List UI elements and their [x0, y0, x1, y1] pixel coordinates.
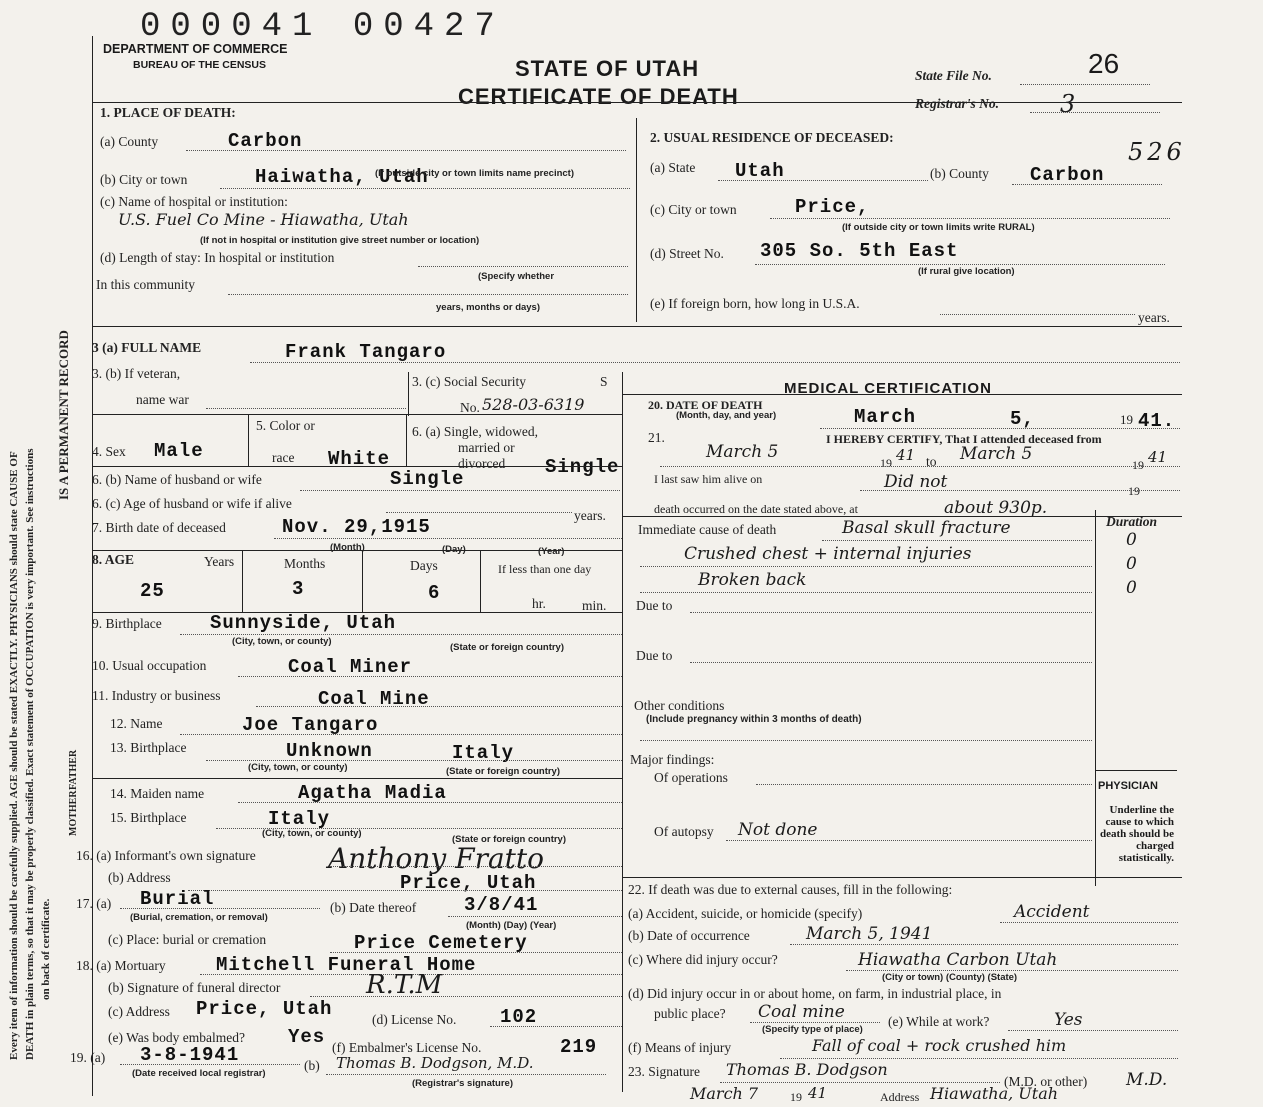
res-city-label: (c) City or town: [650, 202, 737, 217]
informant-signature: Anthony Fratto: [328, 842, 545, 875]
license-label: (d) License No.: [372, 1012, 457, 1027]
occupation: Coal Miner: [288, 656, 413, 678]
age-years-col: Years: [204, 554, 235, 569]
signature-label: 23. Signature: [628, 1064, 700, 1079]
attended-to-year: 41: [1148, 448, 1168, 466]
bp-city-note: (City, town, or county): [232, 636, 332, 647]
md-value: M.D.: [1126, 1070, 1168, 1090]
date-of-death-note: (Month, day, and year): [676, 410, 777, 421]
hospital-label: (c) Name of hospital or institution:: [100, 194, 288, 209]
embalmed: Yes: [288, 1026, 326, 1048]
res-county-label: (b) County: [930, 166, 989, 181]
age-years: 25: [140, 580, 165, 602]
emb-license: 219: [560, 1036, 598, 1058]
state-title: STATE OF UTAH: [515, 56, 700, 81]
hr-label: hr.: [532, 596, 546, 611]
industry: Coal Mine: [318, 688, 430, 710]
death-year: 41.: [1138, 410, 1176, 432]
burial-label: 17. (a): [76, 896, 112, 911]
signature-year: 41: [808, 1084, 828, 1102]
registrar-sig-note: (Registrar's signature): [412, 1078, 513, 1089]
burial-place-label: (c) Place: burial or cremation: [108, 932, 267, 947]
autopsy-label: Of autopsy: [654, 824, 714, 839]
side-instructions-line3: on back of certificate.: [40, 898, 52, 1000]
attended-from: March 5: [706, 442, 779, 462]
marital: Single: [545, 456, 620, 478]
father-side-label: FATHER: [68, 749, 79, 790]
due-to-label-2: Due to: [636, 648, 673, 663]
spouse: Single: [390, 468, 465, 490]
death-day: 5,: [1010, 408, 1035, 430]
margin-number: 526: [1128, 138, 1186, 166]
hospital-note: (If not in hospital or institution give street number or location): [200, 235, 480, 246]
informant-address: Price, Utah: [400, 872, 537, 894]
duration-label: Duration: [1106, 514, 1158, 529]
occurred-label: death occurred on the date stated above, at: [654, 502, 858, 516]
burial-date: 3/8/41: [464, 894, 539, 916]
emb-license-label: (f) Embalmer's License No.: [332, 1040, 482, 1055]
side-instructions-line1: Every item of information should be carefully supplied. AGE should be stated EXACTLY. PHYSICIANS should state CAUSE OF: [8, 451, 20, 1060]
physician-label: PHYSICIAN: [1098, 780, 1158, 792]
res-city-note: (If outside city or town limits write RURAL): [842, 222, 1035, 233]
fd-signature-label: (b) Signature of funeral director: [108, 980, 281, 995]
embalmed-label: (e) Was body embalmed?: [108, 1030, 245, 1045]
other-conditions-label: Other conditions: [634, 698, 725, 713]
mother-bp: Italy: [268, 808, 331, 830]
other-conditions-note: (Include pregnancy within 3 months of death): [646, 714, 862, 725]
last-saw-year: 19: [1128, 484, 1140, 498]
received-note: (Date received local registrar): [132, 1068, 266, 1079]
birth-month-note: (Month): [330, 542, 365, 553]
accident-label: (a) Accident, suicide, or homicide (specify): [628, 906, 863, 921]
ymd-note: years, months or days): [436, 302, 541, 313]
duration-2: 0: [1126, 554, 1137, 574]
sex: Male: [154, 440, 204, 462]
mother-name: Agatha Madia: [298, 782, 447, 804]
occupation-label: 10. Usual occupation: [92, 658, 207, 673]
father-name-label: 12. Name: [110, 716, 163, 731]
due-to-label-1: Due to: [636, 598, 673, 613]
res-state: Utah: [735, 160, 785, 182]
marital-label-2: married or: [458, 440, 515, 455]
death-year-prefix: 19: [1120, 412, 1133, 427]
where-note: (City or town) (County) (State): [882, 972, 1018, 983]
occurrence-label: (b) Date of occurrence: [628, 928, 750, 943]
city-label: (b) City or town: [100, 172, 188, 187]
where-label: (c) Where did injury occur?: [628, 952, 778, 967]
age-days-col: Days: [410, 558, 438, 573]
certificate-title: CERTIFICATE OF DEATH: [458, 84, 739, 109]
bureau-label: BUREAU OF THE CENSUS: [133, 59, 267, 71]
res-street: 305 So. 5th East: [760, 240, 959, 262]
registrar-no: 3: [1060, 90, 1076, 118]
stay-label: (d) Length of stay: In hospital or institution: [100, 250, 335, 265]
county-label: (a) County: [100, 134, 159, 149]
mortuary: Mitchell Funeral Home: [216, 954, 477, 976]
external-causes-label: 22. If death was due to external causes, fill in the following:: [628, 882, 953, 897]
duration-1: 0: [1126, 530, 1137, 550]
full-name: Frank Tangaro: [285, 341, 447, 363]
immediate-cause-label: Immediate cause of death: [638, 522, 777, 537]
attended-to: March 5: [960, 444, 1033, 464]
mother-state-note: (State or foreign country): [452, 834, 567, 845]
full-name-label: 3 (a) FULL NAME: [92, 340, 202, 355]
means-label: (f) Means of injury: [628, 1040, 732, 1055]
last-saw-value: Did not: [884, 472, 948, 492]
race: White: [328, 448, 391, 470]
duration-3: 0: [1126, 578, 1137, 598]
specify-note: (Specify whether: [478, 271, 555, 282]
operations-label: Of operations: [654, 770, 728, 785]
age-days: 6: [428, 582, 441, 604]
residence-heading: 2. USUAL RESIDENCE OF DECEASED:: [650, 130, 894, 145]
birthplace-label: 9. Birthplace: [92, 616, 162, 631]
means-value: Fall of coal + rock crushed him: [812, 1036, 1067, 1055]
sex-label: 4. Sex: [92, 444, 126, 459]
ss-mark: S: [600, 374, 608, 389]
place-of-death-heading: 1. PLACE OF DEATH:: [100, 105, 236, 120]
death-county: Carbon: [228, 130, 303, 152]
mother-name-label: 14. Maiden name: [110, 786, 205, 801]
father-name: Joe Tangaro: [242, 714, 379, 736]
work-value: Yes: [1054, 1010, 1083, 1030]
death-month: March: [854, 406, 917, 428]
serial-number: 000041 00427: [140, 8, 505, 46]
md-label: (M.D. or other): [1004, 1074, 1088, 1089]
res-city: Price,: [795, 196, 870, 218]
father-bp-city: Unknown: [286, 740, 373, 762]
foreign-years: years.: [1138, 310, 1170, 325]
public-label: public place?: [654, 1006, 726, 1021]
autopsy-value: Not done: [738, 820, 818, 840]
physician-note: Underline the cause to which death should be charged statistically.: [1100, 804, 1174, 864]
city-note: (If outside city or town limits name precinct): [375, 168, 574, 179]
cause-1: Basal skull fracture: [842, 518, 1011, 538]
side-instructions-line2: DEATH in plain terms, so that it may be properly classified. Exact statement of OCCUPATION is very important. See instructions: [24, 448, 36, 1060]
res-county: Carbon: [1030, 164, 1105, 186]
date-of-death-label: 20. DATE OF DEATH: [648, 398, 763, 412]
work-label: (e) While at work?: [888, 1014, 990, 1029]
community-label: In this community: [96, 277, 195, 292]
received-date: 3-8-1941: [140, 1044, 240, 1066]
spouse-age-label: 6. (c) Age of husband or wife if alive: [92, 496, 292, 511]
burial-note: (Burial, cremation, or removal): [130, 912, 268, 923]
birthplace: Sunnyside, Utah: [210, 612, 397, 634]
spouse-label: 6. (b) Name of husband or wife: [92, 472, 262, 487]
veteran-label: 3. (b) If veteran,: [92, 366, 181, 381]
sig-address: Hiawatha, Utah: [930, 1084, 1059, 1103]
age-label: 8. AGE: [92, 552, 135, 567]
fd-signature: R.T.M: [366, 970, 443, 1000]
father-bp-country: Italy: [452, 742, 515, 764]
signature-date: March 7: [690, 1084, 759, 1103]
attended-to-label: to: [926, 454, 937, 469]
mother-bp-label: 15. Birthplace: [110, 810, 187, 825]
ss-label: 3. (c) Social Security: [412, 374, 526, 389]
ss-no-label: No.: [460, 400, 480, 415]
age-months-col: Months: [284, 556, 326, 571]
mortuary-label: 18. (a) Mortuary: [76, 958, 166, 973]
state-file-no: 26: [1088, 48, 1120, 79]
occurred-value: about 930p.: [944, 498, 1048, 518]
min-label: min.: [582, 598, 607, 613]
public-note: (Specify type of place): [762, 1024, 863, 1035]
industry-label: 11. Industry or business: [92, 688, 221, 703]
registrar-label: Registrar's No.: [915, 96, 1000, 111]
signature-year-prefix: 19: [790, 1090, 802, 1104]
less-than-day: If less than one day: [498, 562, 592, 576]
death-city: Haiwatha, Utah: [255, 166, 429, 188]
res-street-label: (d) Street No.: [650, 246, 724, 261]
res-street-note: (If rural give location): [918, 266, 1015, 277]
home-label: (d) Did injury occur in or about home, on farm, in industrial place, in: [628, 986, 1002, 1001]
where-value: Hiawatha Carbon Utah: [858, 950, 1058, 970]
major-findings-label: Major findings:: [630, 752, 715, 767]
war-label: name war: [136, 392, 189, 407]
public-value: Coal mine: [758, 1002, 845, 1022]
fd-address: Price, Utah: [196, 998, 333, 1020]
death-hospital: U.S. Fuel Co Mine - Hiawatha, Utah: [118, 210, 409, 229]
burial-date-label: (b) Date thereof: [330, 900, 417, 915]
color-label: 5. Color or: [256, 418, 315, 433]
mother-side-label: MOTHER: [68, 790, 79, 836]
father-state-note: (State or foreign country): [446, 766, 561, 777]
marital-label-1: 6. (a) Single, widowed,: [412, 424, 538, 439]
birth-date-label: 7. Birth date of deceased: [92, 520, 226, 535]
accident-value: Accident: [1014, 902, 1090, 922]
foreign-label: (e) If foreign born, how long in U.S.A.: [650, 296, 860, 311]
bp-state-note: (State or foreign country): [450, 642, 565, 653]
attended-from-year: 41: [896, 446, 916, 464]
race-label: race: [272, 450, 295, 465]
last-saw-label: I last saw him alive on: [654, 472, 763, 486]
age-months: 3: [292, 578, 305, 600]
state-file-label: State File No.: [915, 68, 992, 83]
burial-place: Price Cemetery: [354, 932, 528, 954]
dept-label: DEPARTMENT OF COMMERCE: [103, 42, 288, 56]
side-permanent-record: IS A PERMANENT RECORD: [56, 330, 71, 500]
informant-label: 16. (a) Informant's own signature: [76, 848, 256, 863]
sig-address-label: Address: [880, 1090, 920, 1104]
burial: Burial: [140, 888, 215, 910]
father-bp-label: 13. Birthplace: [110, 740, 187, 755]
res-state-label: (a) State: [650, 160, 696, 175]
cause-3: Broken back: [698, 570, 807, 590]
received-label: 19. (a): [70, 1050, 106, 1065]
birth-day-note: (Day): [442, 544, 466, 555]
from-year-prefix: 19: [880, 456, 892, 470]
registrar-sig-label: (b): [304, 1058, 320, 1073]
certify-text: I HEREBY CERTIFY, That I attended deceased from: [826, 432, 1102, 446]
birth-year-note: (Year): [538, 546, 565, 557]
birth-date: Nov. 29,1915: [282, 516, 431, 538]
informant-address-label: (b) Address: [108, 870, 171, 885]
cause-2: Crushed chest + internal injuries: [684, 544, 972, 564]
physician-signature: Thomas B. Dodgson: [726, 1060, 888, 1079]
occurrence-value: March 5, 1941: [806, 924, 933, 944]
fd-address-label: (c) Address: [108, 1004, 170, 1019]
spouse-age-years: years.: [574, 508, 606, 523]
burial-mdy-note: (Month) (Day) (Year): [466, 920, 557, 931]
father-city-note: (City, town, or county): [248, 762, 348, 773]
license: 102: [500, 1006, 538, 1028]
ss-no: 528-03-6319: [482, 395, 585, 414]
medical-heading: MEDICAL CERTIFICATION: [784, 380, 992, 397]
mother-city-note: (City, town, or county): [262, 828, 362, 839]
registrar-signature: Thomas B. Dodgson, M.D.: [336, 1054, 534, 1072]
to-year-prefix: 19: [1132, 458, 1144, 472]
certify-no: 21.: [648, 430, 665, 445]
marital-label-3: divorced: [458, 456, 506, 471]
